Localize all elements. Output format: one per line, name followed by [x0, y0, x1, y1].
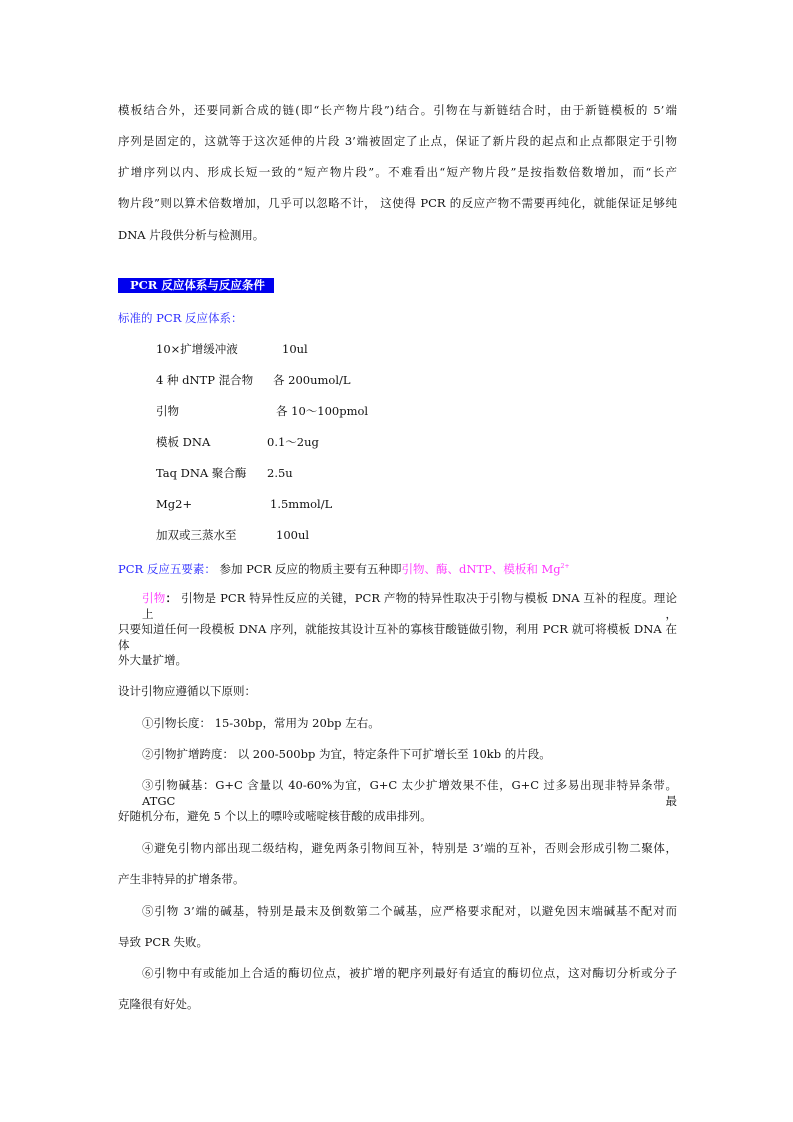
standard-system-label: 标准的 PCR 反应体系： [118, 311, 243, 325]
principle-line: ①引物长度： 15-30bp，常用为 20bp 左右。 [142, 716, 380, 730]
primer-line: 只要知道任何一段模板 DNA 序列，就能按其设计互补的寡核苷酸链做引物，利用 PCR 就可将模板 DNA 在体 [118, 622, 677, 652]
reaction-item-name: 10×扩增缓冲液 [156, 342, 238, 356]
principle-line: 产生非特异的扩增条带。 [118, 872, 245, 886]
principle-line: ②引物扩增跨度： 以 200-500bp 为宜，特定条件下可扩增长至 10kb 的片段。 [142, 747, 551, 761]
reaction-item-value: 1.5mmol/L [270, 497, 333, 511]
reaction-item-name: 4 种 dNTP 混合物 [156, 373, 254, 387]
section-heading: PCR 反应体系与反应条件 [118, 278, 274, 293]
principle-line: ⑥引物中有或能加上合适的酶切位点，被扩增的靶序列最好有适宜的酶切位点，这对酶切分析或分子 [142, 966, 677, 980]
principle-line: ⑤引物 3’端的碱基，特别是最末及倒数第二个碱基，应严格要求配对，以避免因末端碱基不配对而 [142, 904, 677, 918]
five-elements-label: PCR 反应五要素： [118, 561, 216, 576]
primer-line [142, 590, 678, 621]
reaction-item-value: 2.5u [267, 466, 293, 480]
intro-line: 模板结合外，还要同新合成的链(即“长产物片段”)结合。引物在与新链结合时，由于新链模板的 5’端 [118, 103, 677, 117]
reaction-item-name: Mg2+ [156, 497, 193, 511]
five-elements-sup: 2+ [560, 563, 570, 570]
primer-colon: ： [165, 591, 178, 605]
five-elements-highlight: 引物、酶、dNTP、模板和 Mg [401, 561, 561, 576]
primer-text: 引物是 PCR 特异性反应的关键，PCR 产物的特异性取决于引物与模板 DNA 互补的程度。理论上， [142, 591, 678, 621]
design-heading: 设计引物应遵循以下原则： [118, 684, 256, 698]
principle-line: 好随机分布，避免 5 个以上的嘌呤或嘧啶核苷酸的成串排列。 [118, 809, 432, 823]
intro-line: DNA 片段供分析与检测用。 [118, 228, 265, 242]
reaction-item-name: 模板 DNA [156, 435, 211, 449]
intro-line: 物片段”则以算术倍数增加，几乎可以忽略不计， 这使得 PCR 的反应产物不需要再纯化，就能保证足够纯 [118, 196, 677, 210]
reaction-item-value: 100ul [276, 528, 310, 542]
reaction-item-value: 0.1～2ug [267, 435, 319, 449]
five-elements-line [118, 559, 570, 575]
five-elements-text: 参加 PCR 反应的物质主要有五种即 [215, 561, 402, 576]
intro-line: 扩增序列以内、形成长短一致的“短产物片段”。不难看出“短产物片段”是按指数倍数增加，而“长产 [118, 165, 677, 179]
reaction-item-name: 加双或三蒸水至 [156, 528, 237, 542]
primer-line: 外大量扩增。 [118, 653, 187, 667]
reaction-item-name: Taq DNA 聚合酶 [156, 466, 247, 480]
principle-line: ③引物碱基：G+C 含量以 40-60%为宜，G+C 太少扩增效果不佳，G+C 过多易出现非特异条带。ATGC 最 [142, 778, 677, 808]
principle-line: 克隆很有好处。 [118, 997, 199, 1011]
reaction-item-value: 10ul [282, 342, 308, 356]
reaction-item-value: 各 200umol/L [273, 373, 351, 387]
reaction-item-value: 各 10～100pmol [276, 404, 369, 418]
principle-line: ④避免引物内部出现二级结构，避免两条引物间互补，特别是 3’端的互补，否则会形成引物二聚体， [142, 841, 677, 855]
primer-label: 引物 [142, 591, 166, 605]
principle-line: 导致 PCR 失败。 [118, 935, 209, 949]
intro-line: 序列是固定的，这就等于这次延伸的片段 3’端被固定了止点，保证了新片段的起点和止点都限定于引物 [118, 134, 677, 148]
reaction-item-name: 引物 [156, 404, 179, 418]
